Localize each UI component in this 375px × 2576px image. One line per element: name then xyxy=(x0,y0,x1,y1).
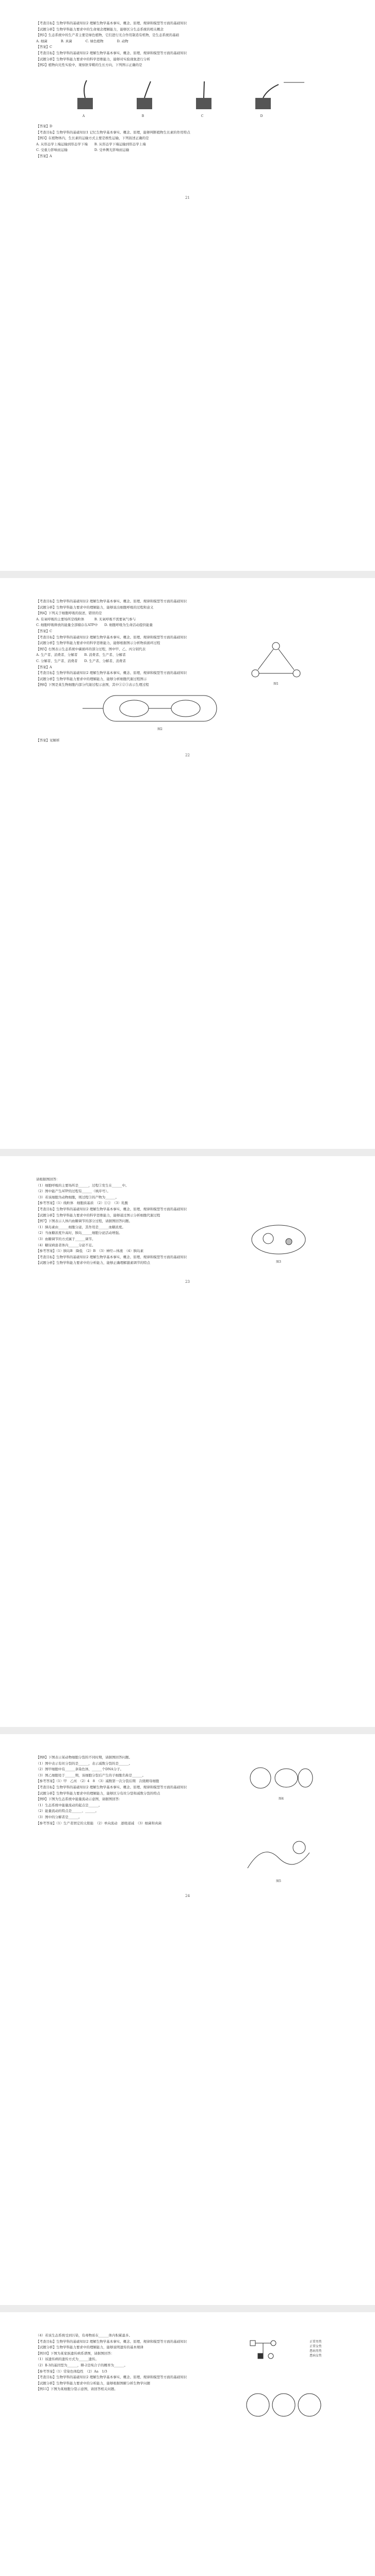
legend-normal-female: 正常女性 xyxy=(309,2345,322,2348)
page-gap xyxy=(0,1727,375,1734)
text-line: （4）若该生态系统受到污染，有毒物质在______体内积累最多。 xyxy=(36,2333,133,2337)
shoot-c xyxy=(196,81,211,109)
shoot-d xyxy=(255,82,304,109)
text-line: （1）胰岛素由______细胞分泌，其作用是______血糖浓度。 xyxy=(36,1225,126,1229)
text-line: （3）血糖调节的方式属于______调节。 xyxy=(36,1236,95,1241)
text-line: 【例2】植物向光性实验中，观察胚芽鞘的生长方向，下列图示正确的是 xyxy=(36,63,142,67)
text-line: C. 细胞呼吸释放的能量全部储存在ATP中 D. 细胞呼吸为生命活动提供能量 xyxy=(36,623,153,628)
text-line: 【考查目标】生物学科的基础知识2 理解生物学基本事实、概念、原理、规律和模型等方面的基础知识 xyxy=(36,2339,187,2344)
text-line: C. 分解者、生产者、消费者 D. 生产者、分解者、消费者 xyxy=(36,658,126,663)
document-page-5 xyxy=(0,2312,375,2576)
pedigree-legend xyxy=(309,2339,351,2358)
text-line: 【答案】A xyxy=(36,665,52,669)
text-line: 【试题分析】生物学科能力要求中的理解能力，能够说出细胞呼吸的过程和意义 xyxy=(36,605,154,609)
page-gap xyxy=(0,571,375,578)
text-line: A. 有氧呼吸的主要场所是线粒体 B. 无氧呼吸不需要氧气参与 xyxy=(36,617,136,621)
figure-caption-b: B xyxy=(141,114,144,118)
text-line: （3）若该细胞为动物细胞，则过程③的产物为______。 xyxy=(36,1195,119,1199)
page-gap xyxy=(0,2305,375,2312)
figure-caption-c: C xyxy=(201,114,204,118)
text-line: 【试题分析】生物学科能力要求中的生命观念理解能力，能够区分生态系统的相关概念 xyxy=(36,27,164,31)
page-gap xyxy=(0,1149,375,1156)
text-line: C. 受重力影响而运输 D. 受单侧光影响而运输 xyxy=(36,148,129,152)
text-line: （1）图中表示有丝分裂的是______，表示减数分裂的是______。 xyxy=(36,1761,133,1766)
cell-cycle-figure xyxy=(242,2389,325,2420)
text-line: 【考查目标】生物学科的基础知识2 理解生物学基本事实、概念、原理、规律和模型等方面的基础知识 xyxy=(36,50,187,55)
text-line: 【试题分析】生物学科能力要求中的科学思维能力，能够通过图示分析细胞代谢过程 xyxy=(36,1213,160,1217)
figure-caption: 图1 xyxy=(273,682,279,686)
text-line: 【参考答案】（1）生产者固定的太阳能 （2）单向流动 逐级递减 （3）细菌和真菌 xyxy=(36,1821,162,1825)
figure-caption: 图4 xyxy=(279,1797,284,1801)
cell-figure xyxy=(248,1223,309,1264)
text-line: （2）图中能产生ATP的过程有______（填序号）。 xyxy=(36,1189,110,1194)
shoot-b xyxy=(137,81,152,109)
text-line: 【例10】下图为某家族遗传病系谱图，请据图回答： xyxy=(36,2351,115,2355)
page-number: 22 xyxy=(185,753,190,757)
figure-caption-a: A xyxy=(82,114,85,118)
carbon-cycle-svg xyxy=(248,640,304,681)
shoot-a xyxy=(77,80,93,109)
text-line: （1）生态系统中能量流动的起点是______。 xyxy=(36,1803,102,1807)
text-line: （4）糖尿病患者体内______分泌不足。 xyxy=(36,1243,95,1247)
text-line: 【考查目标】生物学科的基础知识2 理解生物学基本事实、概念、原理、规律和模型等方面的基础知识 xyxy=(36,1207,187,1211)
text-line: 【考查目标】生物学科的基础知识2 理解生物学基本事实、概念、原理、规律和模型等方面的基础知识 xyxy=(36,1785,187,1789)
text-line: 【考查目标】生物学科的基础知识1 记忆生物学基本事实、概念、原理，能够判断植物生长素的作用特点 xyxy=(36,130,190,134)
text-line: （3）图乙细胞处于______期，该细胞分裂后产生的子细胞名称是______。 xyxy=(36,1773,146,1777)
cell-svg xyxy=(248,1223,309,1259)
text-line: 【试题分析】生物学科能力要求中的科学思维能力，能够根据图示分析物质循环过程 xyxy=(36,641,160,646)
page-text-block xyxy=(36,124,340,160)
page-text-block xyxy=(36,738,340,744)
metabolism-figure xyxy=(83,690,237,731)
legend-affected-female: 患病女性 xyxy=(309,2354,322,2358)
energy-flow-svg xyxy=(242,1837,315,1878)
text-line: 【试题分析】生物学科能力要求中的理解能力，能够区分有丝分裂和减数分裂的特点 xyxy=(36,1791,160,1795)
text-line: 【试题分析】生物学科能力要求中的理解能力，能够分析细胞代谢过程图示 xyxy=(36,676,147,681)
figure-caption: 图5 xyxy=(276,1879,281,1883)
text-line: 【考查目标】生物学科的基础知识2 理解生物学基本事实、概念、原理、规律和模型等方面的基础知识 xyxy=(36,599,187,603)
text-line: 【参考答案】（1）线粒体 细胞质基质 （2）①② （3）乳酸 xyxy=(36,1201,128,1206)
document-page-1 xyxy=(0,0,375,571)
text-line: 【试题分析】生物学科能力要求中的分析能力，能够正确理解激素调节的特点 xyxy=(36,1261,150,1265)
text-line: A. 细菌 B. 真菌 C. 绿色植物 D. 动物 xyxy=(36,39,128,43)
figure-caption: 图3 xyxy=(276,1260,281,1264)
text-line: 【例7】下图表示人体内血糖调节的部分过程，请据图回答问题。 xyxy=(36,1219,133,1224)
cell-division-figure xyxy=(248,1765,315,1801)
figure-caption: 图2 xyxy=(157,727,162,731)
text-line: 【试题分析】生物学科能力要求中的科学思维能力，能够对实验现象进行分析 xyxy=(36,57,150,61)
text-line: （2）图甲细胞中有______条染色体，______个DNA分子。 xyxy=(36,1767,124,1772)
cell-cycle-svg xyxy=(242,2389,325,2420)
text-line: 【例11】下图为某细胞分裂示意图，请回答相关问题。 xyxy=(36,2387,118,2392)
document-page-4 xyxy=(0,1734,375,2305)
cell-division-svg xyxy=(248,1765,315,1796)
figure-caption-d: D xyxy=(260,114,263,118)
plant-shoots-svg xyxy=(62,77,309,113)
text-line: 【例8】下图表示某动物细胞分裂的不同时期，请据图回答问题。 xyxy=(36,1755,133,1759)
plant-shoot-figure xyxy=(62,77,309,113)
legend-normal-male: 正常男性 xyxy=(309,2340,322,2344)
text-line: 【答案】A xyxy=(36,154,52,158)
text-line: 【答案】见解析 xyxy=(36,738,60,742)
text-line: （2）能量流动的特点是______、______。 xyxy=(36,1809,99,1814)
text-line: 【例6】下图是某生物细胞内部分代谢过程示意图，其中①②③表示生理过程 xyxy=(36,683,149,687)
metabolism-svg xyxy=(83,690,237,726)
text-line: （2）Ⅱ-3的基因型为______，Ⅲ-2是纯合子的概率为______。 xyxy=(36,2363,127,2367)
text-line: 【例3】在植物体内，生长素的运输方式主要是极性运输，下列叙述正确的是 xyxy=(36,136,149,141)
text-line: 【参考答案】（1）常染色体隐性 （2）Aa 1/3 xyxy=(36,2369,107,2374)
text-line: 【参考答案】（1）甲 乙丙 （2）4 8 （3）减数第一次分裂后期 次级精母细胞 xyxy=(36,1779,159,1784)
text-line: 【考查目标】生物学科的基础知识2 理解生物学基本事实、概念、原理、规律和模型等方面的基础知识 xyxy=(36,635,187,639)
text-line: A. 生产者、消费者、分解者 B. 消费者、生产者、分解者 xyxy=(36,653,126,657)
text-line: 【考查目标】生物学科的基础知识2 理解生物学基本事实、概念、原理、规律和模型等方面的基础知识 xyxy=(36,2375,187,2380)
text-line: 【例9】下图为生态系统中能量流动示意图，请据图回答： xyxy=(36,1797,122,1802)
text-line: 【考查目标】生物学科的基础知识2 理解生物学基本事实、概念、原理、规律和模型等方面的基础知识 xyxy=(36,1255,187,1259)
document-page-3 xyxy=(0,1156,375,1727)
text-line: 【试题分析】生物学科能力要求中的分析能力，能够根据图解分析生物学问题 xyxy=(36,2381,150,2385)
text-line: 【例1】生态系统中的生产者主要是绿色植物，它们进行光合作用制造有机物，是生态系统的基础 xyxy=(36,33,180,38)
text-line: （3）图中的分解者是______。 xyxy=(36,1815,82,1819)
page-number: 21 xyxy=(185,196,190,200)
page-number: 24 xyxy=(185,1894,190,1898)
page-text-block xyxy=(36,21,340,69)
text-line: 【答案】C xyxy=(36,45,52,49)
energy-flow-figure xyxy=(242,1837,315,1883)
text-line: A. 从形态学上端运输到形态学下端 B. 从形态学下端运输到形态学上端 xyxy=(36,142,146,146)
page-number: 23 xyxy=(185,1280,190,1284)
text-line: 【考查目标】生物学科的基础知识2 理解生物学基本事实、概念、原理、规律和模型等方面的基础知识 xyxy=(36,671,187,675)
text-line: 【答案】C xyxy=(36,629,52,633)
text-line: 【考查目标】生物学科的基础知识2 理解生物学基本事实、概念、原理、规律和模型等方面的基础知识 xyxy=(36,21,187,25)
text-line: 【试题分析】生物学科能力要求中的理解能力，能够说明遗传的基本规律 xyxy=(36,2345,143,2350)
text-line: 【例4】下列关于细胞呼吸的叙述，错误的是 xyxy=(36,611,102,616)
carbon-cycle-figure xyxy=(248,640,304,686)
text-line: 请根据图回答： xyxy=(36,1177,60,1181)
text-line: （2）当血糖浓度升高时，胰岛______细胞分泌活动增强。 xyxy=(36,1231,122,1235)
text-line: （1）该遗传病的遗传方式为______遗传。 xyxy=(36,2357,99,2362)
text-line: 【例5】右图表示生态系统中碳循环的部分过程，图中甲、乙、丙分别代表 xyxy=(36,647,146,651)
text-line: （1）细胞呼吸的主要场所是______，过程①发生在______中。 xyxy=(36,1183,129,1188)
legend-affected-male: 患病男性 xyxy=(309,2349,322,2353)
text-line: 【参考答案】（1）胰岛B 降低 （2）B （3）神经—体液 （4）胰岛素 xyxy=(36,1249,144,1253)
text-line: 【答案】D xyxy=(36,124,53,128)
document-page-2 xyxy=(0,578,375,1149)
